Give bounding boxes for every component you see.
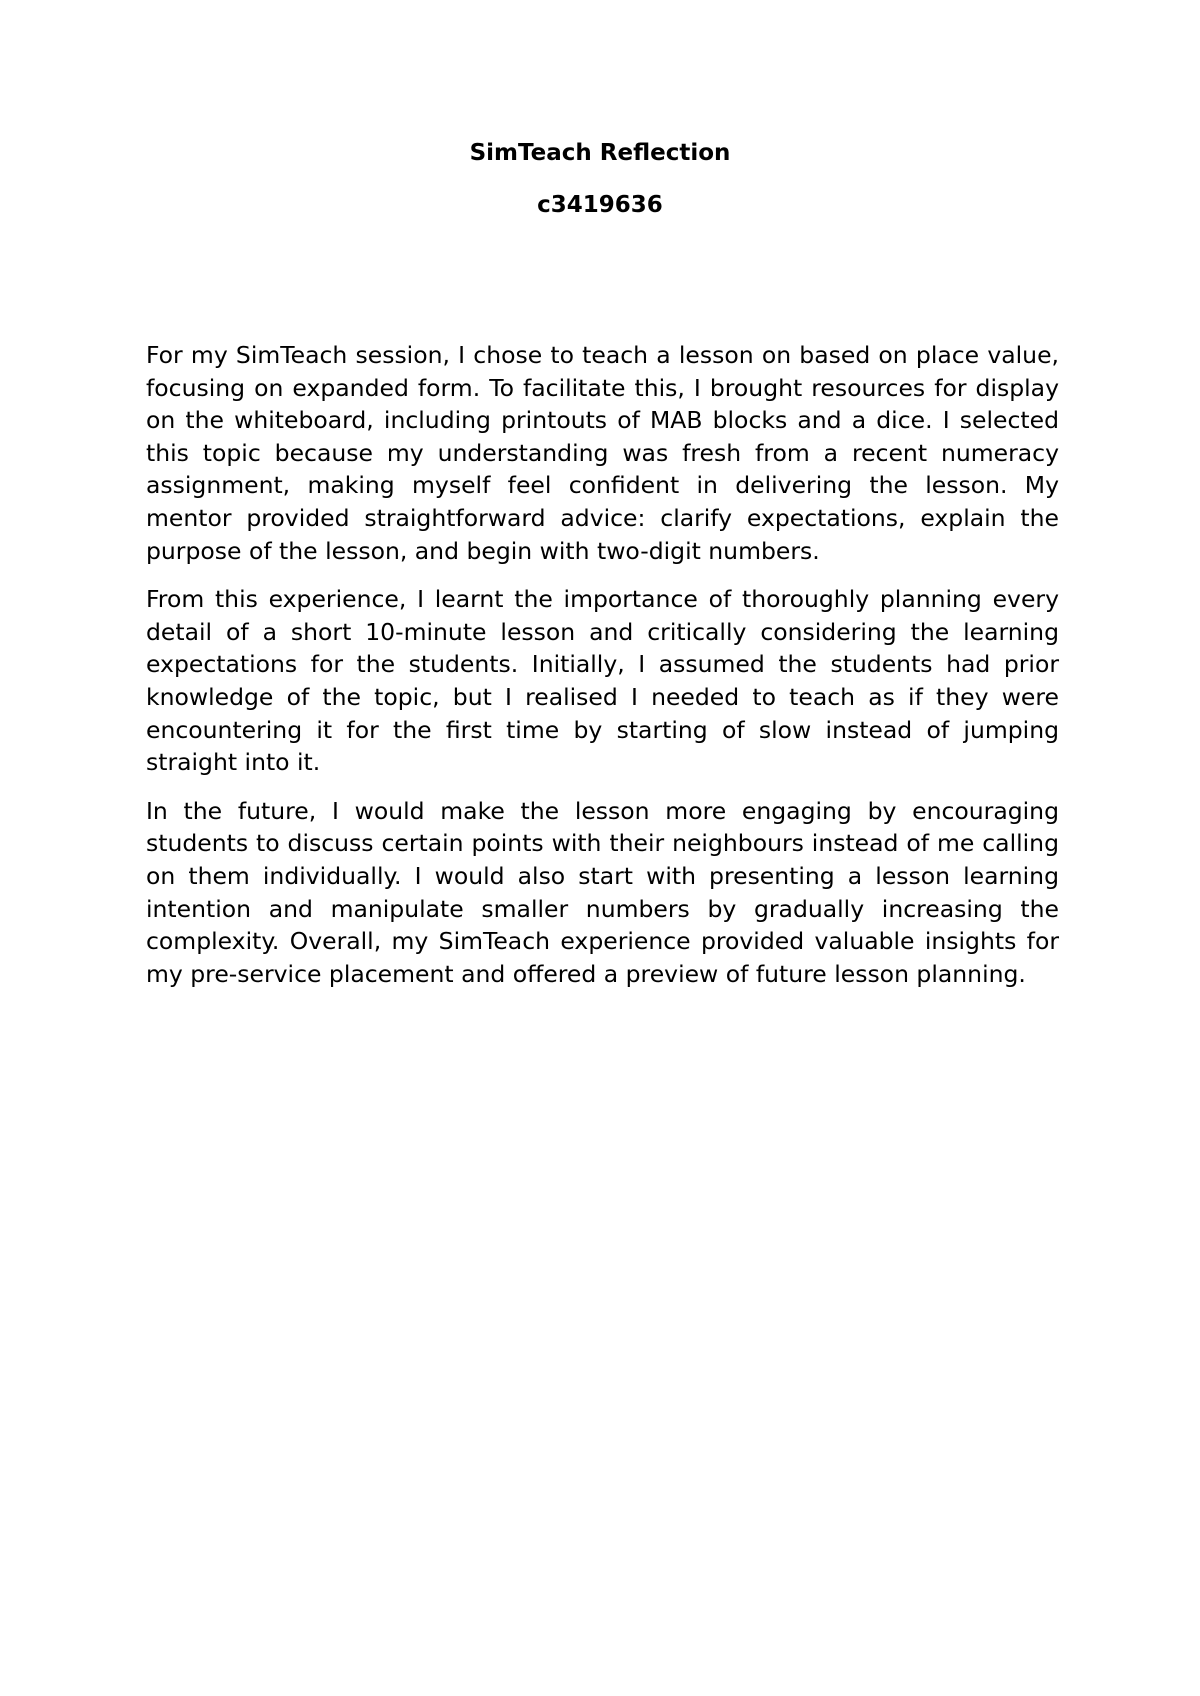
paragraph-1: For my SimTeach session, I chose to teach a lesson on based on place value, focusing on expanded form. To facilitate this, I brought resources for display on the whiteboard, including printouts of MAB blocks and a dice. I selected this topic because my understanding was fresh from a recent numeracy assignment, making myself feel confident in delivering the lesson. My mentor provided straightforward advice: clarify expectations, explain the purpose of the lesson, and begin with two-digit numbers. bbox=[146, 341, 1059, 565]
document-body bbox=[146, 339, 1059, 1006]
student-id: c3419636 bbox=[537, 192, 663, 218]
paragraph-2: From this experience, I learnt the importance of thoroughly planning every detail of a short 10-minute lesson and critically considering the learning expectations for the students. Initially, I assumed the students had prior knowledge of the topic, but I realised I needed to teach as if they were encountering it for the first time by starting of slow instead of jumping straight into it. bbox=[146, 585, 1059, 777]
paragraph-3: In the future, I would make the lesson more engaging by encouraging students to discuss certain points with their neighbours instead of me calling on them individually. I would also start with presenting a lesson learning intention and manipulate smaller numbers by gradually increasing the complexity. Overall, my SimTeach experience provided valuable insights for my pre-service placement and offered a preview of future lesson planning. bbox=[146, 796, 1059, 988]
document-header bbox=[0, 138, 1200, 220]
document-title: SimTeach Reflection bbox=[469, 140, 731, 166]
